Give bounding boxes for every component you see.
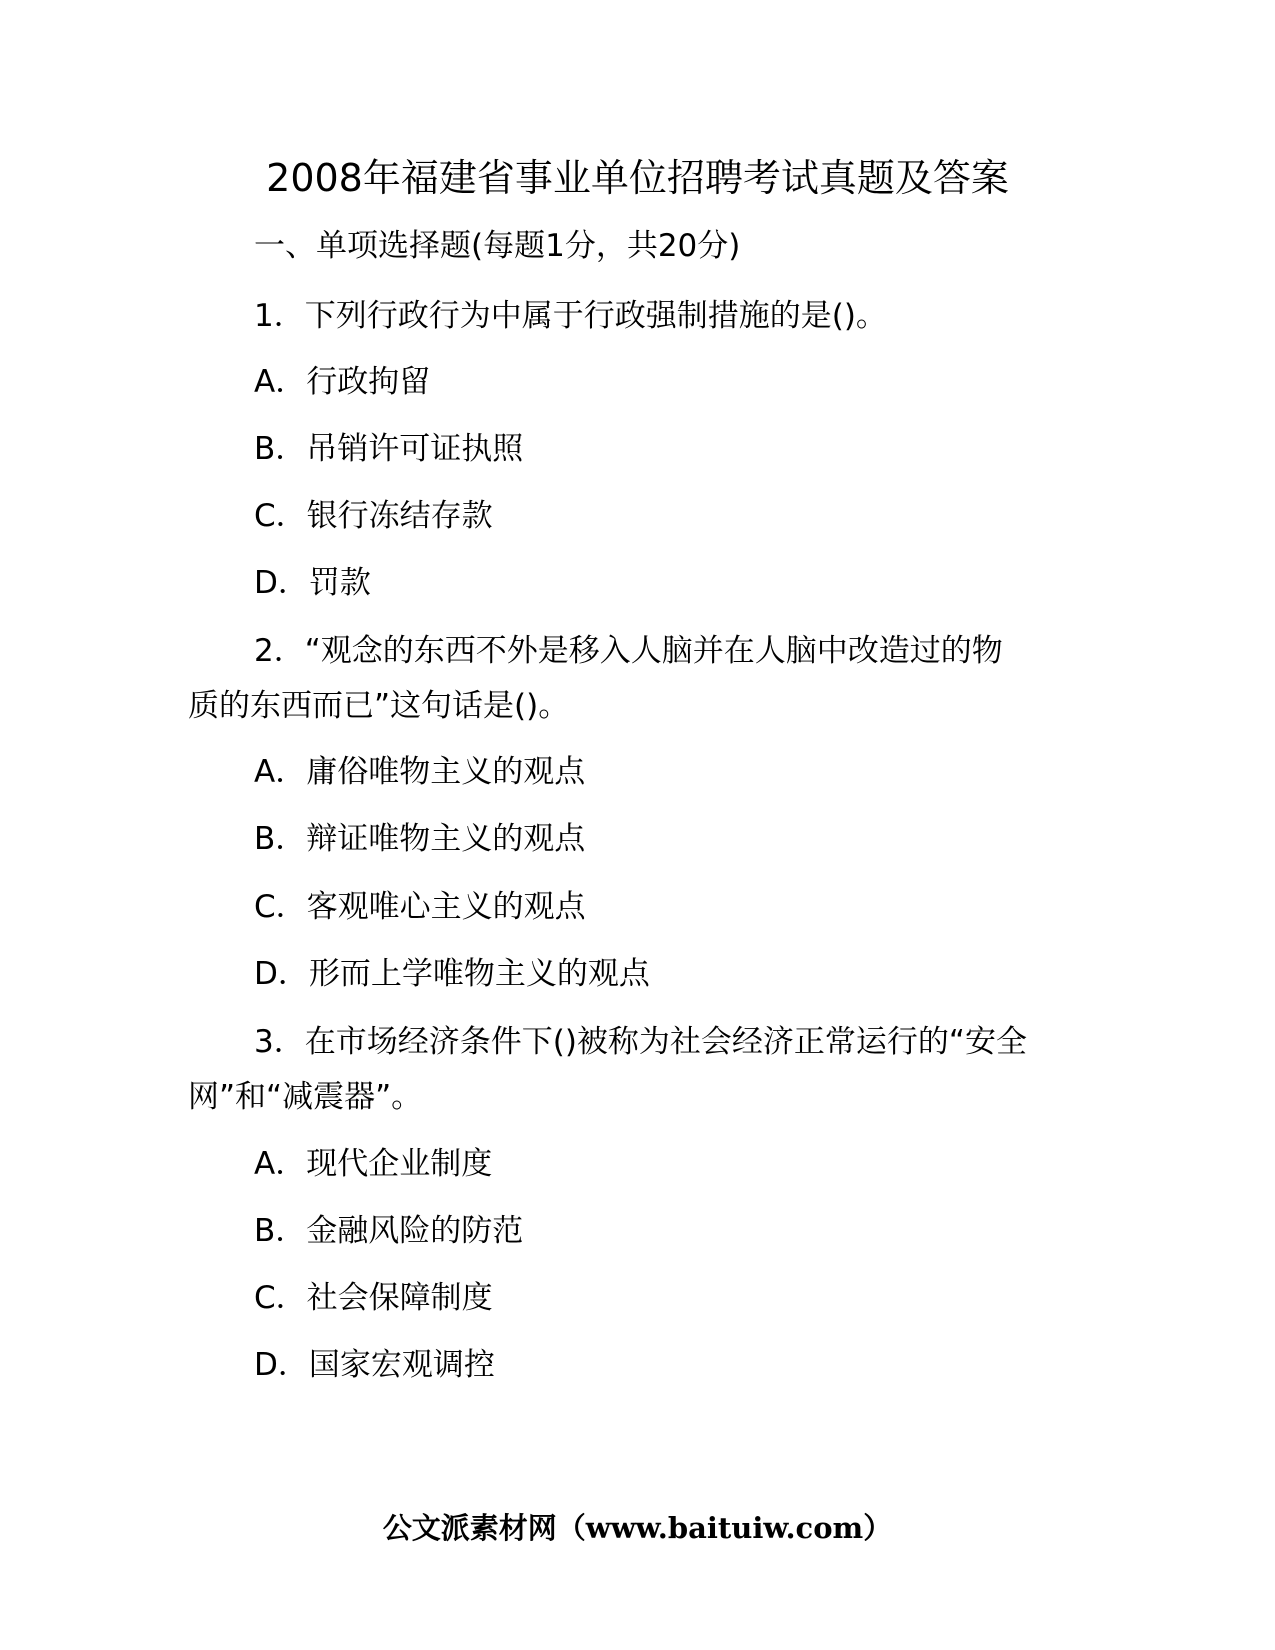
- question-3-stem-line1: 3．在市场经济条件下()被称为社会经济正常运行的“安全: [254, 1024, 1027, 1060]
- question-1-option-b: B．吊销许可证执照: [254, 431, 524, 467]
- section-heading: 一、单项选择题(每题1分，共20分): [254, 228, 741, 264]
- question-2-option-a: A．庸俗唯物主义的观点: [254, 754, 586, 790]
- question-2-option-c: C．客观唯心主义的观点: [254, 889, 586, 925]
- question-3-stem-line2: 网”和“减震器”。: [188, 1079, 423, 1115]
- footer-watermark: 公文派素材网（www.baituiw.com）: [382, 1511, 893, 1545]
- question-2-stem-line1: 2．“观念的东西不外是移入人脑并在人脑中改造过的物: [254, 633, 1003, 669]
- question-1-stem: 1．下列行政行为中属于行政强制措施的是()。: [254, 298, 887, 334]
- question-2-option-d: D．形而上学唯物主义的观点: [254, 956, 650, 992]
- question-3-option-c: C．社会保障制度: [254, 1280, 493, 1316]
- question-1-option-a: A．行政拘留: [254, 364, 431, 400]
- question-1-option-d: D．罚款: [254, 565, 371, 601]
- question-3-option-d: D．国家宏观调控: [254, 1347, 495, 1383]
- question-2-option-b: B．辩证唯物主义的观点: [254, 821, 586, 857]
- question-1-option-c: C．银行冻结存款: [254, 498, 493, 534]
- question-3-option-a: A．现代企业制度: [254, 1146, 493, 1182]
- question-2-stem-line2: 质的东西而已”这句话是()。: [188, 688, 570, 724]
- document-title: 2008年福建省事业单位招聘考试真题及答案: [266, 156, 1009, 200]
- question-3-option-b: B．金融风险的防范: [254, 1213, 524, 1249]
